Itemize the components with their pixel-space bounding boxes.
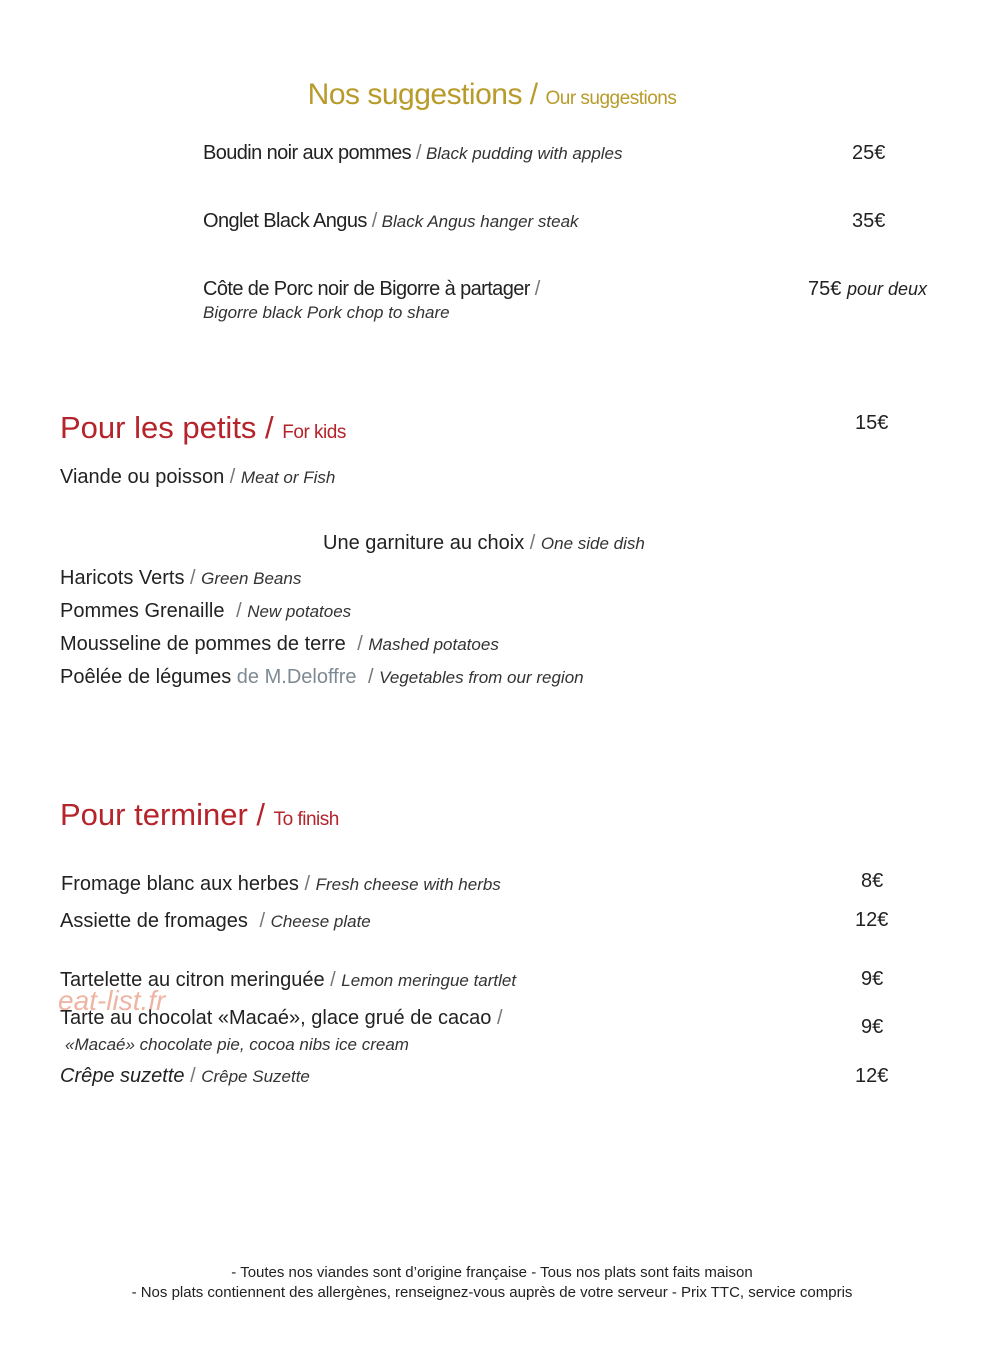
side-name-en: Vegetables from our region [379, 668, 584, 687]
dish-name-en: Fresh cheese with herbs [315, 875, 501, 894]
footer-line-2: - Nos plats contiennent des allergènes, renseignez-vous auprès de votre serveur - Prix TTC, service compris [131, 1284, 853, 1301]
dish-name-en: Cheese plate [270, 912, 371, 931]
dish-name-fr: Viande ou poisson [60, 466, 225, 488]
kids-title [60, 410, 346, 446]
suggestions-title [0, 78, 984, 112]
separator: / [529, 532, 536, 554]
dish-name-fr: Onglet Black Angus [203, 210, 367, 232]
separator: / [259, 910, 265, 932]
menu-item [60, 910, 371, 933]
side-name-en: New potatoes [247, 602, 352, 621]
side-name-fr: Mousseline de pommes de terre [60, 633, 346, 655]
separator: / [496, 1007, 503, 1029]
side-item [60, 567, 301, 590]
kids-subtitle-en: For kids [282, 422, 346, 443]
side-name-fr: Poêlée de légumes [60, 666, 232, 688]
price: 9€ [861, 968, 884, 990]
side-item [60, 600, 351, 623]
separator: / [368, 666, 374, 688]
finish-title [60, 797, 339, 833]
dish-name-fr: Côte de Porc noir de Bigorre à partager [203, 278, 530, 300]
price: 35€ [852, 210, 886, 232]
separator: / [357, 633, 363, 655]
side-name-en: Green Beans [201, 569, 302, 588]
dish-name-fr: Crêpe suzette [60, 1065, 185, 1087]
dish-name-fr: Fromage blanc aux herbes [61, 873, 299, 895]
price: 25€ [852, 142, 886, 164]
separator: / [229, 466, 236, 488]
menu-item [60, 1065, 310, 1088]
dish-name-en: «Macaé» chocolate pie, cocoa nibs ice cream [65, 1035, 409, 1054]
dish-name-en: Black Angus hanger steak [381, 212, 579, 231]
kids-price: 15€ [855, 412, 889, 434]
dish-name-en: Black pudding with apples [425, 144, 623, 163]
dish-name-en: Crêpe Suzette [201, 1067, 310, 1086]
price [808, 278, 927, 301]
footer-line-1: - Toutes nos viandes sont d’origine française - Tous nos plats sont faits maison [231, 1264, 753, 1281]
finish-title-fr: Pour terminer / [60, 797, 266, 832]
separator: / [190, 567, 196, 589]
kids-main [60, 466, 335, 489]
side-item [60, 633, 499, 656]
suggestions-title-fr: Nos suggestions / [307, 78, 538, 111]
dish-name-en: Lemon meringue tartlet [341, 971, 517, 990]
menu-item [203, 210, 579, 233]
menu-item [61, 873, 501, 896]
dish-name-en: Meat or Fish [240, 468, 336, 487]
sides-heading [323, 532, 645, 555]
side-name-fr: Pommes Grenaille [60, 600, 225, 622]
menu-item [203, 278, 540, 301]
side-origin: de M.Deloffre [236, 666, 357, 688]
side-item [60, 666, 584, 689]
separator: / [534, 278, 540, 300]
separator: / [236, 600, 242, 622]
kids-title-fr: Pour les petits / [60, 410, 274, 445]
side-name-fr: Haricots Verts [60, 567, 185, 589]
price: 8€ [861, 870, 884, 892]
price: 12€ [855, 909, 889, 931]
separator: / [330, 969, 336, 991]
sides-heading-en: One side dish [540, 534, 645, 553]
dish-name-fr: Tarte au chocolat «Macaé», glace grué de cacao [60, 1007, 492, 1029]
menu-item [203, 142, 623, 165]
sides-heading-fr: Une garniture au choix [323, 532, 525, 554]
price-value: 75€ [808, 278, 842, 300]
separator: / [190, 1065, 196, 1087]
side-name-en: Mashed potatoes [368, 635, 499, 654]
dish-name-fr: Tartelette au citron meringuée [60, 969, 325, 991]
suggestions-subtitle-en: Our suggestions [545, 88, 677, 109]
finish-subtitle-en: To finish [273, 809, 339, 830]
watermark: eat-list.fr [58, 985, 166, 1016]
price-note: pour deux [846, 279, 927, 299]
dish-name-fr: Assiette de fromages [60, 910, 248, 932]
price: 12€ [855, 1065, 889, 1087]
separator: / [371, 210, 377, 232]
separator: / [416, 142, 421, 164]
price: 9€ [861, 1016, 884, 1038]
dish-name-fr: Boudin noir aux pommes [203, 142, 412, 164]
separator: / [304, 873, 311, 895]
dish-name-en: Bigorre black Pork chop to share [203, 303, 450, 322]
